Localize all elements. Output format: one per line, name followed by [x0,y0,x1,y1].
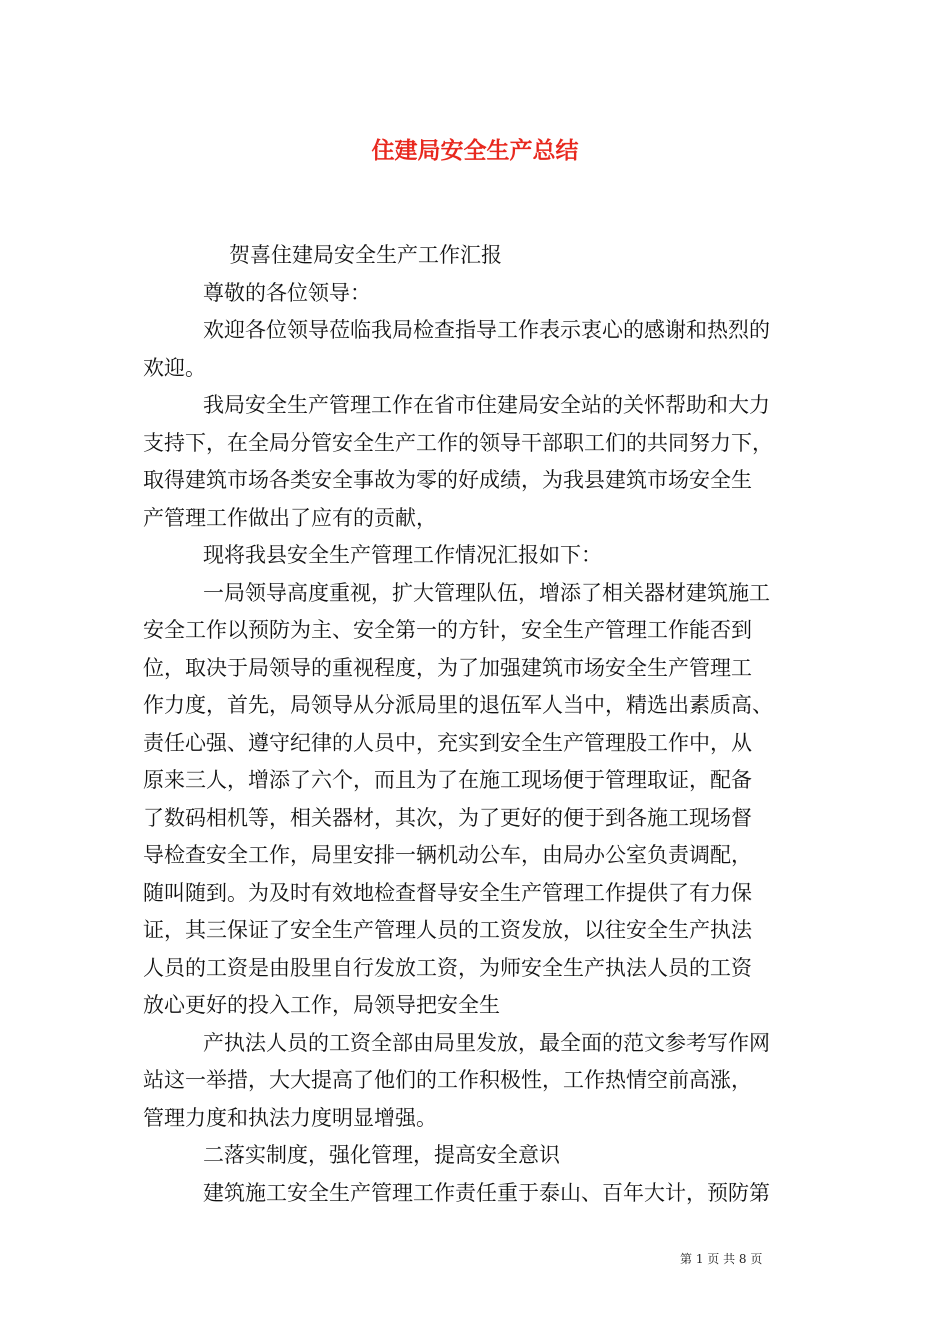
paragraph-line: 建筑施工安全生产管理工作责任重于泰山、百年大计，预防第 [203,1180,770,1205]
document-title: 住建局安全生产总结 [371,138,579,164]
paragraph-line: 产管理工作做出了应有的贡献， [143,505,437,530]
paragraph-line: 证，其三保证了安全生产管理人员的工资发放，以往安全生产执法 [143,918,752,942]
paragraph-line: 安全工作以预防为主、安全第一的方针，安全生产管理工作能否到 [143,618,752,642]
section-heading: 贺喜住建局安全生产工作汇报 [229,243,502,267]
page-number-footer: 第 1 页 共 8 页 [680,1252,763,1266]
paragraph-line: 站这一举措，大大提高了他们的工作积极性，工作热情空前高涨， [143,1068,752,1092]
paragraph-line: 现将我县安全生产管理工作情况汇报如下： [203,543,602,567]
document-body [143,237,807,1212]
paragraph-line: 责任心强、遵守纪律的人员中，充实到安全生产管理股工作中，从 [143,730,752,755]
paragraph-line: 欢迎各位领导莅临我局检查指导工作表示衷心的感谢和热烈的 [203,318,770,342]
paragraph-line: 作力度，首先，局领导从分派局里的退伍军人当中，精选出素质高、 [143,693,773,717]
paragraph-line: 原来三人，增添了六个，而且为了在施工现场便于管理取证，配备 [143,768,752,792]
paragraph-line: 支持下，在全局分管安全生产工作的领导干部职工们的共同努力下， [143,430,773,455]
paragraph-line: 欢迎。 [143,355,206,380]
paragraph-line: 人员的工资是由股里自行发放工资，为师安全生产执法人员的工资 [143,955,752,980]
salutation: 尊敬的各位领导： [203,280,371,305]
paragraph-line: 了数码相机等，相关器材，其次，为了更好的便于到各施工现场督 [143,805,752,830]
paragraph-line: 位，取决于局领导的重视程度，为了加强建筑市场安全生产管理工 [143,655,752,680]
paragraph-line: 管理力度和执法力度明显增强。 [143,1105,437,1130]
paragraph-line: 一局领导高度重视，扩大管理队伍，增添了相关器材建筑施工 [203,580,770,605]
paragraph-line: 随叫随到。为及时有效地检查督导安全生产管理工作提供了有力保 [143,880,752,905]
section-heading: 二落实制度，强化管理，提高安全意识 [203,1143,560,1167]
paragraph-line: 我局安全生产管理工作在省市住建局安全站的关怀帮助和大力 [203,393,770,417]
paragraph-line: 取得建筑市场各类安全事故为零的好成绩，为我县建筑市场安全生 [143,468,752,492]
paragraph-line: 放心更好的投入工作，局领导把安全生 [143,993,500,1017]
paragraph-line: 导检查安全工作，局里安排一辆机动公车，由局办公室负责调配， [143,843,752,867]
paragraph-line: 产执法人员的工资全部由局里发放，最全面的范文参考写作网 [203,1030,770,1055]
